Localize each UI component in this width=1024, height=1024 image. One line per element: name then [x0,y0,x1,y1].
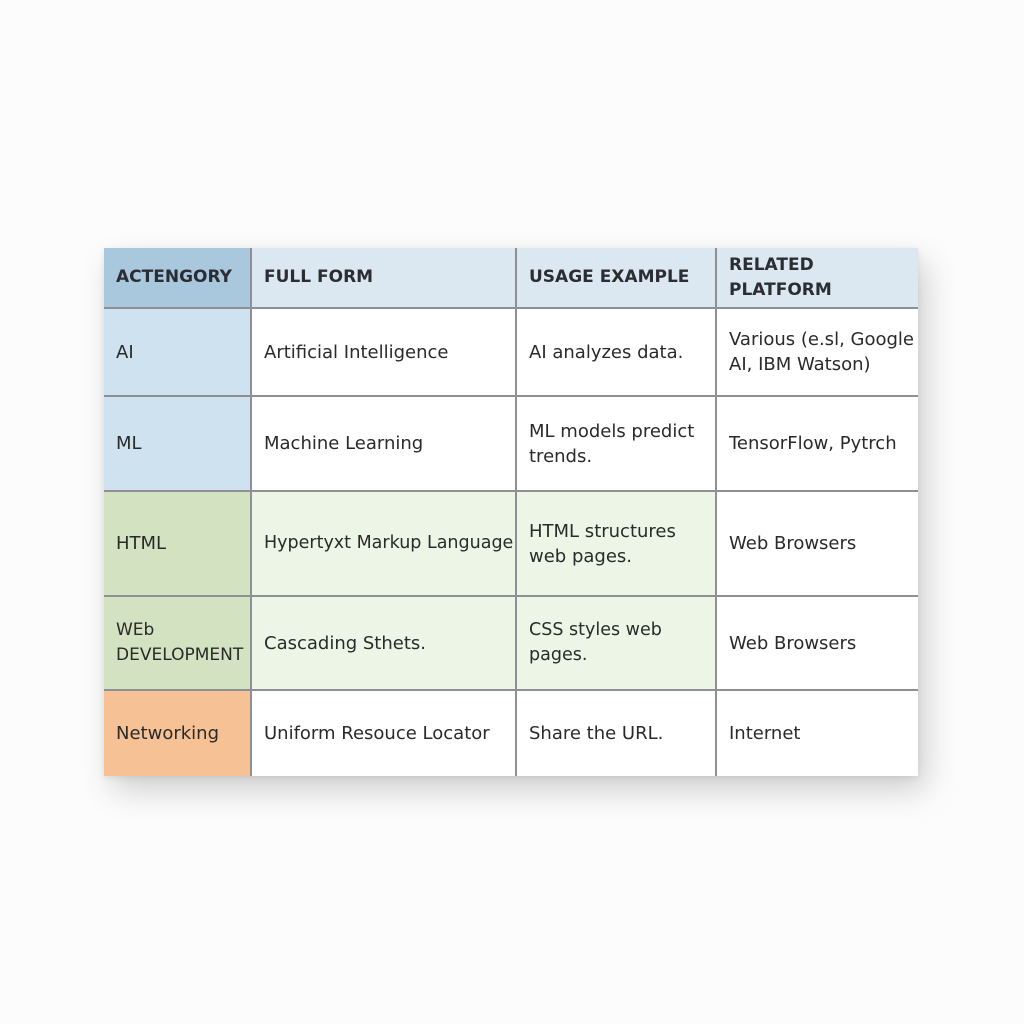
header-category: ACTENGORY [104,248,251,308]
category-cell: HTML [104,491,251,596]
header-related-platform: RELATED PLATFORM [716,248,918,308]
table-row [104,396,918,491]
category-cell: WEb DEVELOPMENT [104,596,251,690]
data-table-card [104,248,918,776]
header-usage-example: USAGE EXAMPLE [516,248,716,308]
table-row [104,308,918,396]
usage-cell: ML models predict trends. [516,396,716,491]
platform-cell: TensorFlow, Pytrch [716,396,918,491]
table-row [104,690,918,776]
header-full-form: FULL FORM [251,248,516,308]
category-cell: ML [104,396,251,491]
platform-cell: Web Browsers [716,491,918,596]
acronym-table [104,248,918,776]
table-row [104,491,918,596]
platform-cell: Web Browsers [716,596,918,690]
category-cell: AI [104,308,251,396]
full-form-cell: Cascading Sthets. [251,596,516,690]
usage-cell: AI analyzes data. [516,308,716,396]
usage-cell: HTML structures web pages. [516,491,716,596]
full-form-cell: Machine Learning [251,396,516,491]
platform-cell: Various (e.sl, Google AI, IBM Watson) [716,308,918,396]
full-form-cell: Artificial Intelligence [251,308,516,396]
usage-cell: CSS styles web pages. [516,596,716,690]
table-row [104,596,918,690]
full-form-cell: Uniform Resouce Locator [251,690,516,776]
table-header-row [104,248,918,308]
full-form-cell: Hypertyxt Markup Language [251,491,516,596]
platform-cell: Internet [716,690,918,776]
category-cell: Networking [104,690,251,776]
usage-cell: Share the URL. [516,690,716,776]
